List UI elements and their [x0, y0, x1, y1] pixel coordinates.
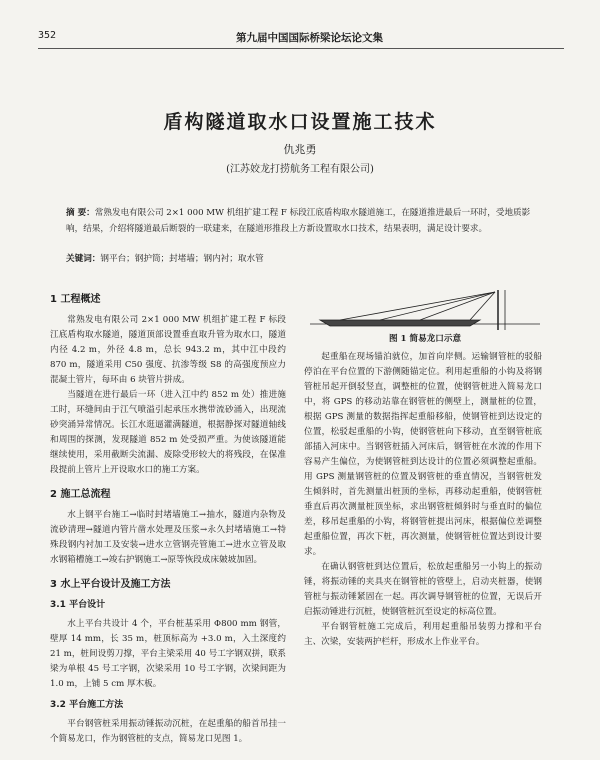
abstract-label: 摘 要： [66, 208, 95, 218]
paragraph: 起重船在现场锚泊就位，加首向岸侧。运输钢管桩的驳船停泊在平台位置的下游侧随锚定位。利用起重船的小钩及将钢管桩吊起开倒驳竖直，调整桩的位置，使钢管桩进入简易龙口中，将 GPS 的移动站靠在钢管桩的侧壁上，测量桩的位置，根据 GPS 测量的数据指挥起重船移船，使钢管桩到达设定的位置，松驳起重船的小钩，使钢管桩向下移动，直至钢管桩底部插入河床中。当钢管桩插入河床后，钢管桩在水流的作用下容易产生偏位，为使钢管桩到达设计的位置必须调整起重船。用 GPS 测量钢管桩的位置及钢管桩的垂直情况，当钢管桩发生倾斜时，首先测量出桩顶的坐标，再移动起重船，使钢管桩垂直后再次测量桩顶坐标，求出钢管桩倾斜时与垂直时的偏位差，移吊起重船的小钩，将钢管桩提出河床，根据偏位差调整起重船位置，再次下桩，再次测量，使钢管桩位置达到设计要求。 [304, 352, 542, 557]
section-heading: 2 施工总流程 [50, 489, 111, 500]
figure-caption: 图 1 简易龙口示意 [388, 334, 462, 344]
section-heading: 3 水上平台设计及施工方法 [50, 579, 171, 590]
affiliation: (江苏姣龙打捞航务工程有限公司) [226, 164, 374, 175]
paragraph: 平台钢管桩采用振动锤振动沉桩，在起重船的船首吊挂一个简易龙口，作为钢管桩的支点，简易龙口见图 1。 [50, 719, 286, 744]
keywords-label: 关键词： [66, 254, 101, 264]
running-header [0, 30, 600, 46]
paragraph: 常熟发电有限公司 2×1 000 MW 机组扩建工程 F 标段江底盾构取水隧道，隧道顶部设置垂直取升管为取水口，隧道内径 4.2 m，外径 4.8 m，总长 943.2 m，其中江中段约 870 m，隧道采用 C50 强度、抗渗等级 S8 的高强度预应力混凝土管片，每环由 6 块管片拼成。 [50, 315, 286, 385]
section-heading: 1 工程概述 [50, 294, 101, 305]
left-column [50, 283, 286, 747]
figure-crane-diagram [300, 290, 550, 330]
paper-title: 盾构隧道取水口设置施工技术 [163, 111, 437, 133]
keywords-text: 钢平台；钢护筒；封堵墙；钢内衬；取水管 [100, 254, 264, 264]
crane-ship-drawing [310, 290, 540, 330]
paragraph: 水上平台共设计 4 个，平台桩基采用 Φ800 mm 钢管，壁厚 14 mm，长 35 m，桩顶标高为 +3.0 m，入土深度约 21 m，桩间设剪刀撑，平台主梁采用 40 号工字钢双拼，联系梁为单根 45 号工字钢，次梁采用 10 号工字钢，次梁间距为 1.0 m，上铺 5 cm 厚木板。 [50, 619, 286, 689]
paragraph: 在确认钢管桩到达位置后，松放起重船另一小钩上的振动锤，将振动锤的夹具夹在钢管桩的管壁上，启动夹桩器，使钢管桩与振动锤紧固在一起。再次调导钢管桩的位置，无误后开启振动锤进行沉桩，使钢管桩沉至设定的标高位置。 [304, 562, 542, 617]
page-number: 352 [38, 30, 57, 41]
right-column [304, 350, 542, 650]
paragraph: 当隧道在进行最后一环（进入江中约 852 m 处）推进施工时，环缝间由于江气喷溢引起承压水携带流砂涌入，出现流砂突涌异常情况。长江水逛逼灌满隧道，根据静探对隧道轴线和周围的探测，发现隧道 852 m 处受损严重。为使该隧道能继续使用，采用截断尖流漏、废除受形较大的将残段，在保准段提前上管片上开设取水口的施工方案。 [50, 390, 286, 475]
keywords [66, 251, 536, 267]
subsection-heading: 3.1 平台设计 [50, 600, 106, 610]
author: 仇兆勇 [283, 143, 317, 156]
abstract-text: 常熟发电有限公司 2×1 000 MW 机组扩建工程 F 标段江底盾构取水隧道施工，在隧道推进最后一环时，受地质影响，结果，介绍将隧道最后断裂的一联建来，在隧道形推段上方新设置取水口技术，结果表明，满足设计要求。 [66, 208, 531, 234]
subsection-heading: 3.2 平台施工方法 [50, 700, 124, 710]
header-rule [38, 48, 564, 49]
abstract [66, 205, 536, 237]
paragraph: 水上钢平台施工→临时封堵墙施工→抽水，隧道内杂物及流砂清理→隧道内管片凿水处理及压浆→永久封堵墙施工→特殊段钢内衬加工及安装→进水立管钢壳管施工→进水立管及取水钢箱槽施工→竣右护钢施工→原等恢段成床皴坡加固。 [50, 510, 286, 565]
running-title: 第九届中国国际桥梁论坛论文集 [236, 32, 383, 44]
paragraph: 平台钢管桩施工完成后，利用起重船吊装剪力撑和平台主、次梁，安装两护栏杆，形成水上作业平台。 [304, 622, 542, 647]
